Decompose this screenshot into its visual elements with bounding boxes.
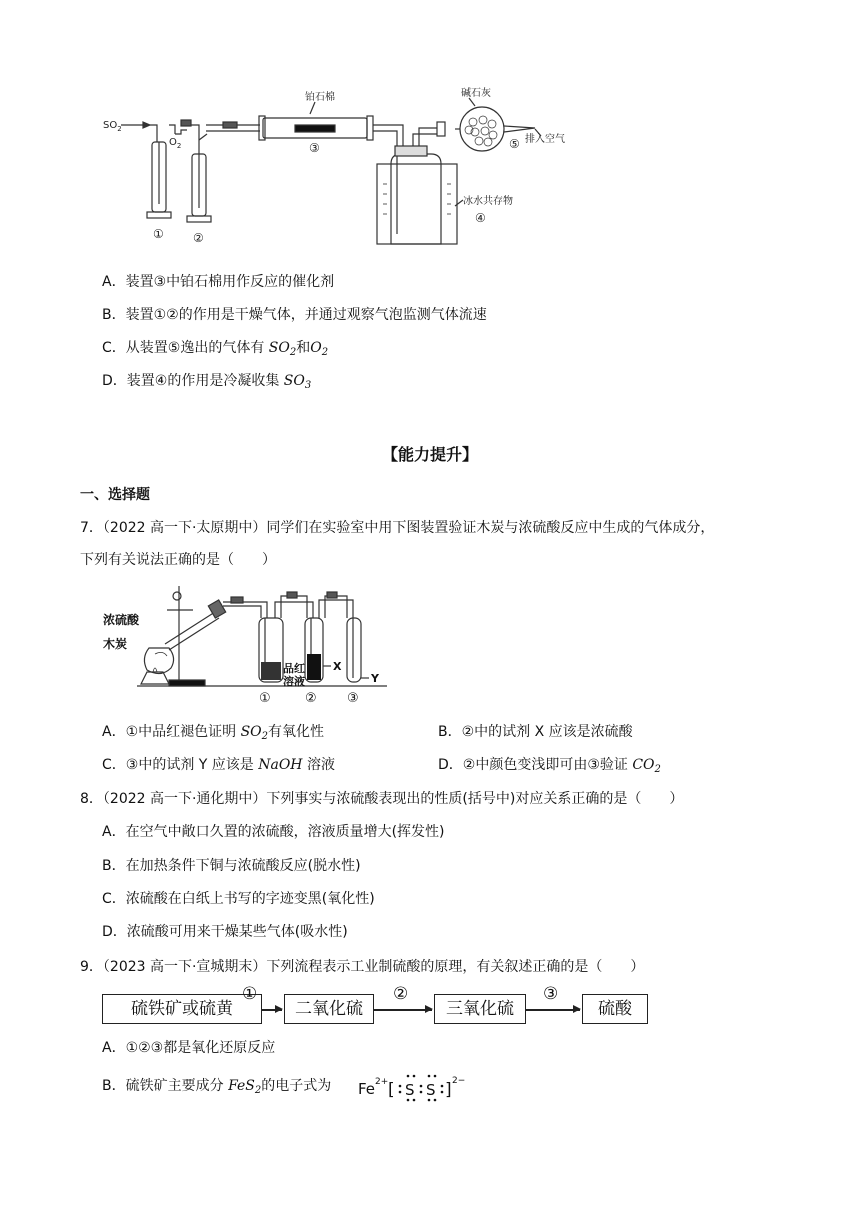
so2-label: $SO_2$ [103, 120, 122, 133]
flow-step-2: ② [393, 984, 409, 1004]
q7-option-b: B．②中的试剂 X 应该是浓硫酸 [438, 724, 633, 740]
flow-step-3: ③ [543, 984, 559, 1004]
q9-option-b: B．硫铁矿主要成分 FeS$_2$的电子式为 [102, 1078, 332, 1096]
fe-symbol: Fe [358, 1080, 376, 1098]
section-title: 【能力提升】 [381, 445, 478, 464]
label-1: ① [153, 227, 164, 241]
q8-option-d: D．浓硫酸可用来干燥某些气体(吸水性) [102, 924, 348, 940]
flow-box-h2so4: 硫酸 [582, 994, 648, 1024]
q6-option-a: A．装置③中铂石棉用作反应的催化剂 [102, 274, 335, 290]
flow-box-ore: 硫铁矿或硫黄 [102, 994, 262, 1024]
q9-stem: 9．（2023 高一下·宣城期末）下列流程表示工业制硫酸的原理，有关叙述正确的是（ ） [80, 959, 645, 975]
q6-option-b: B．装置①②的作用是干燥气体，并通过观察气泡监测气体流速 [102, 307, 487, 323]
apparatus-figure-q6 [95, 84, 595, 254]
o2-label: $O_2$ [169, 137, 182, 150]
right-bracket-glyph: ] [445, 1080, 452, 1100]
tube-label-1: ① [259, 691, 271, 706]
flow-arrow-2 [374, 1009, 432, 1011]
section-subhead: 一、选择题 [80, 487, 150, 503]
q7-option-a: A．①中品红褪色证明 $SO_2$有氧化性 [102, 724, 325, 742]
sulfur-atom-2: S [426, 1081, 436, 1099]
q8-option-b: B．在加热条件下铜与浓硫酸反应(脱水性) [102, 858, 361, 874]
label-5: ⑤ [509, 137, 520, 151]
soda-lime-label: 碱石灰 [461, 88, 491, 99]
flow-box-so3: 三氧化硫 [434, 994, 526, 1024]
q8-option-a: A．在空气中敞口久置的浓硫酸，溶液质量增大(挥发性) [102, 824, 445, 840]
exhaust-label: 排入空气 [525, 134, 565, 145]
acid-label: 浓硫酸 [103, 613, 140, 627]
anion-charge: 2− [452, 1076, 466, 1086]
left-bracket-glyph: [ [388, 1080, 395, 1100]
tube-label-3: ③ [347, 691, 359, 706]
q7-option-d: D．②中颜色变浅即可由③验证 $CO_2$ [438, 757, 661, 775]
tube-label-2: ② [305, 691, 317, 706]
flow-step-1: ① [242, 984, 258, 1004]
flow-arrow-1 [262, 1009, 282, 1011]
q7-stem-line2: 下列有关说法正确的是（ ） [80, 552, 276, 568]
charcoal-label: 木炭 [103, 637, 128, 651]
q6-option-d: D．装置④的作用是冷凝收集 $SO_3$ [102, 373, 312, 391]
fe-charge: 2+ [375, 1077, 389, 1087]
platinum-label: 铂石棉 [305, 92, 335, 103]
q8-stem: 8．（2022 高一下·通化期中）下列事实与浓硫酸表现出的性质(括号中)对应关系正确的是（ ） [80, 791, 684, 807]
q8-option-c: C．浓硫酸在白纸上书写的字迹变黑(氧化性) [102, 891, 375, 907]
y-label: Y [371, 672, 379, 685]
apparatus-figure-q7 [97, 578, 405, 706]
ice-water-label: 冰水共存物 [463, 196, 513, 207]
q6-option-c: C．从装置⑤逸出的气体有 $SO_2$和$O_2$ [102, 340, 329, 358]
label-3: ③ [309, 141, 320, 155]
electron-formula [358, 1068, 478, 1104]
q9-option-a: A．①②③都是氧化还原反应 [102, 1040, 276, 1056]
q7-option-c: C．③中的试剂 Y 应该是 NaOH 溶液 [102, 757, 335, 773]
sulfur-atom-1: S [405, 1081, 415, 1099]
pinhong-label-2: 溶液 [283, 675, 305, 688]
label-2: ② [193, 231, 204, 245]
flow-box-so2: 二氧化硫 [284, 994, 374, 1024]
label-4: ④ [475, 211, 486, 225]
pinhong-label-1: 品红 [283, 662, 305, 675]
flow-arrow-3 [526, 1009, 580, 1011]
q7-stem-line1: 7．（2022 高一下·太原期中）同学们在实验室中用下图装置验证木炭与浓硫酸反应中生成的气体成分， [80, 520, 715, 536]
x-label: X [333, 660, 342, 673]
